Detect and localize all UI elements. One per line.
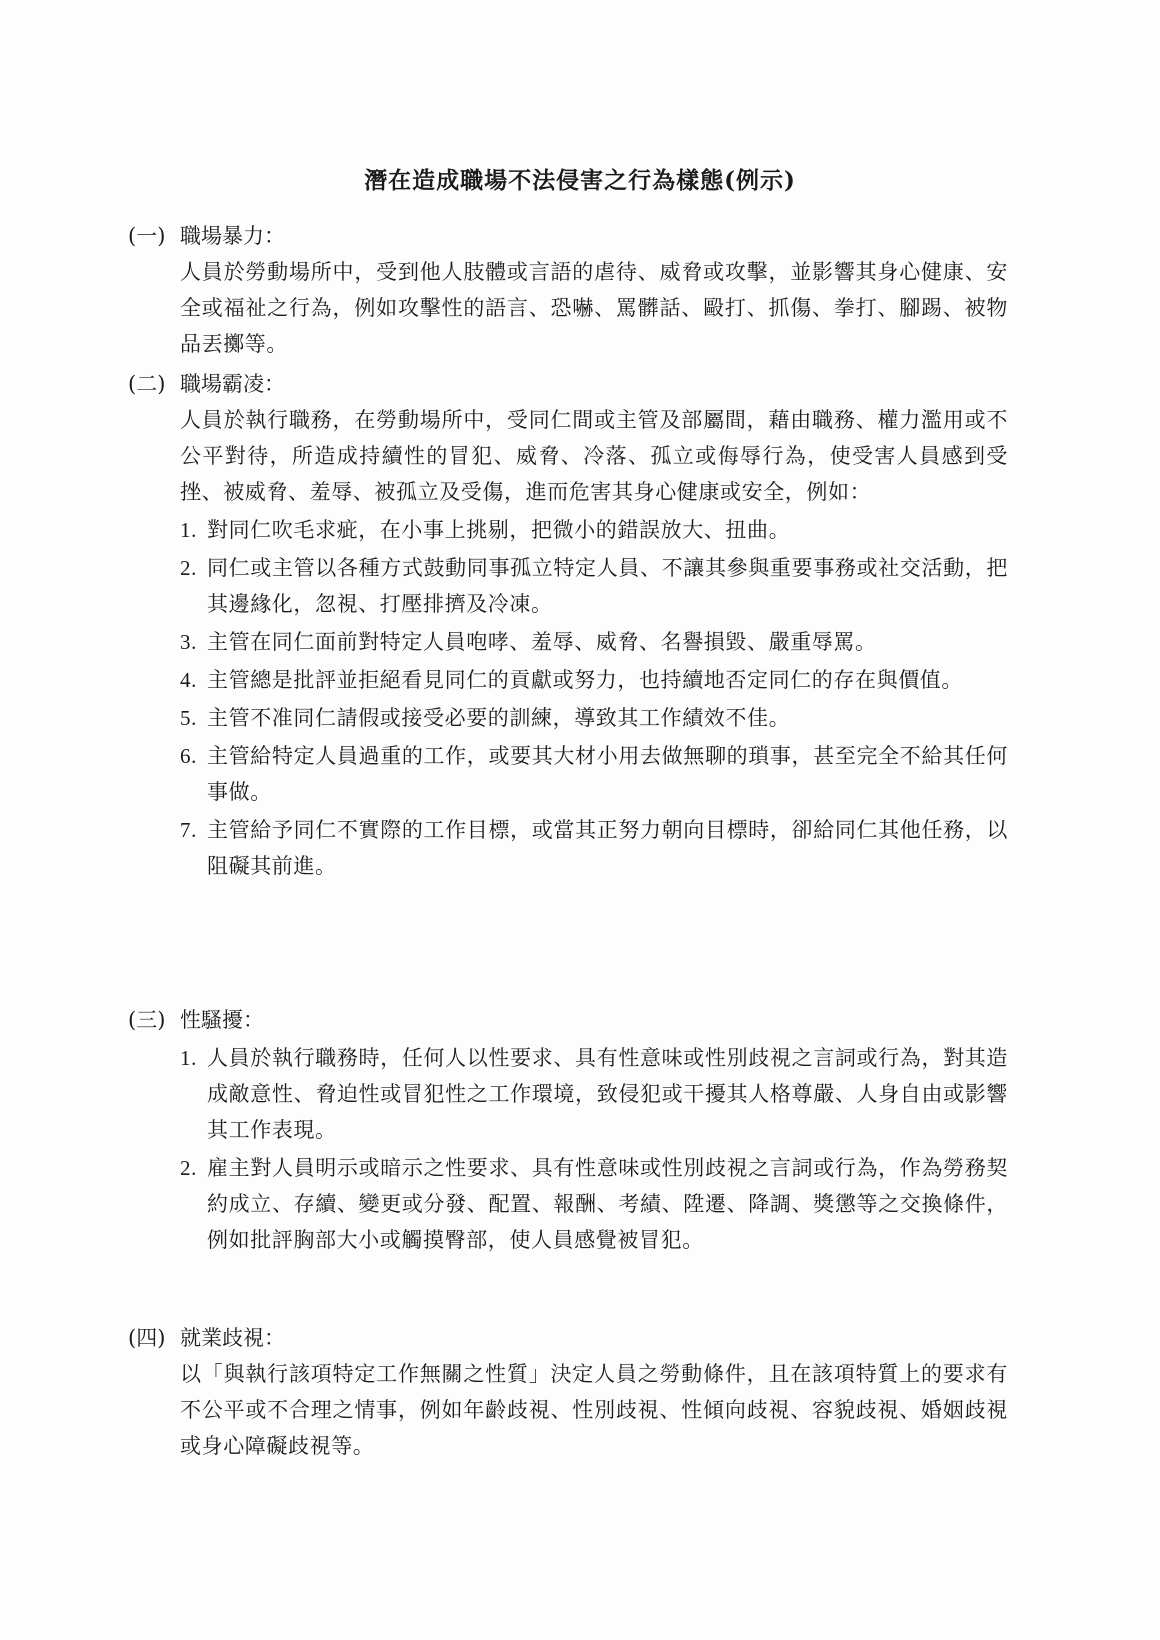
- section-title: 職場霸凌：: [180, 372, 285, 396]
- list-item: [180, 1150, 1008, 1258]
- section-number: (四): [128, 1326, 166, 1350]
- list-item-text: 同仁或主管以各種方式鼓動同事孤立特定人員、不讓其參與重要事務或社交活動，把其邊緣化，忽視、打壓排擠及冷凍。: [207, 556, 1008, 616]
- section-workplace-bullying: [128, 366, 1008, 884]
- section-number: (三): [128, 1008, 166, 1032]
- list-item: [180, 700, 1008, 736]
- list-item: [180, 512, 1008, 548]
- section-heading: [128, 366, 1008, 402]
- section-heading: [128, 218, 1008, 254]
- list-item-text: 主管給特定人員過重的工作，或要其大材小用去做無聊的瑣事，甚至完全不給其任何事做。: [207, 744, 1008, 804]
- section-title: 性騷擾：: [180, 1008, 264, 1032]
- section-number: (二): [128, 372, 166, 396]
- list-item-number: 7.: [180, 818, 197, 842]
- list-item: [180, 738, 1008, 810]
- section-text: 以「與執行該項特定工作無關之性質」決定人員之勞動條件，且在該項特質上的要求有不公平或不合理之情事，例如年齡歧視、性別歧視、性傾向歧視、容貌歧視、婚姻歧視或身心障礙歧視等。: [180, 1362, 1008, 1458]
- list-item-number: 5.: [180, 706, 197, 730]
- list-item-text: 主管不准同仁請假或接受必要的訓練，導致其工作績效不佳。: [207, 706, 791, 730]
- list-item: [180, 624, 1008, 660]
- section-text: 人員於勞動場所中，受到他人肢體或言語的虐待、威脅或攻擊，並影響其身心健康、安全或福祉之行為，例如攻擊性的語言、恐嚇、罵髒話、毆打、抓傷、拳打、腳踢、被物品丟擲等。: [180, 260, 1008, 356]
- list-item-number: 1.: [180, 1046, 197, 1070]
- section-employment-discrimination: [128, 1320, 1008, 1464]
- document-title: 潛在造成職場不法侵害之行為樣態(例示): [364, 167, 796, 194]
- list-item-text: 對同仁吹毛求疵，在小事上挑剔，把微小的錯誤放大、扭曲。: [207, 518, 791, 542]
- example-list: [180, 1040, 1008, 1258]
- list-item: [180, 662, 1008, 698]
- list-item-number: 4.: [180, 668, 197, 692]
- section-heading: [128, 1320, 1008, 1356]
- list-item-number: 1.: [180, 518, 197, 542]
- list-item-number: 6.: [180, 744, 197, 768]
- section-number: (一): [128, 224, 166, 248]
- list-item-text: 雇主對人員明示或暗示之性要求、具有性意味或性別歧視之言詞或行為，作為勞務契約成立、存續、變更或分發、配置、報酬、考績、陞遷、降調、獎懲等之交換條件，例如批評胸部大小或觸摸臀部，使人員感覺被冒犯。: [207, 1156, 1008, 1252]
- list-item: [180, 550, 1008, 622]
- list-item-text: 主管在同仁面前對特定人員咆哮、羞辱、威脅、名譽損毀、嚴重辱罵。: [207, 630, 877, 654]
- section-title: 職場暴力：: [180, 224, 285, 248]
- list-item-text: 人員於執行職務時，任何人以性要求、具有性意味或性別歧視之言詞或行為，對其造成敵意性、脅迫性或冒犯性之工作環境，致侵犯或干擾其人格尊嚴、人身自由或影響其工作表現。: [207, 1046, 1008, 1142]
- list-item-text: 主管給予同仁不實際的工作目標，或當其正努力朝向目標時，卻給同仁其他任務，以阻礙其前進。: [207, 818, 1008, 878]
- section-sexual-harassment: [128, 1002, 1008, 1258]
- list-item: [180, 812, 1008, 884]
- list-item: [180, 1040, 1008, 1148]
- list-item-text: 主管總是批評並拒絕看見同仁的貢獻或努力，也持續地否定同仁的存在與價值。: [207, 668, 963, 692]
- section-title: 就業歧視：: [180, 1326, 285, 1350]
- example-list: [180, 512, 1008, 884]
- list-item-number: 2.: [180, 1156, 197, 1180]
- section-heading: [128, 1002, 1008, 1038]
- list-item-number: 3.: [180, 630, 197, 654]
- section-workplace-violence: [128, 218, 1008, 362]
- section-text: 人員於執行職務，在勞動場所中，受同仁間或主管及部屬間，藉由職務、權力濫用或不公平對待，所造成持續性的冒犯、威脅、冷落、孤立或侮辱行為，使受害人員感到受挫、被威脅、羞辱、被孤立及受傷，進而危害其身心健康或安全，例如：: [180, 408, 1008, 504]
- list-item-number: 2.: [180, 556, 197, 580]
